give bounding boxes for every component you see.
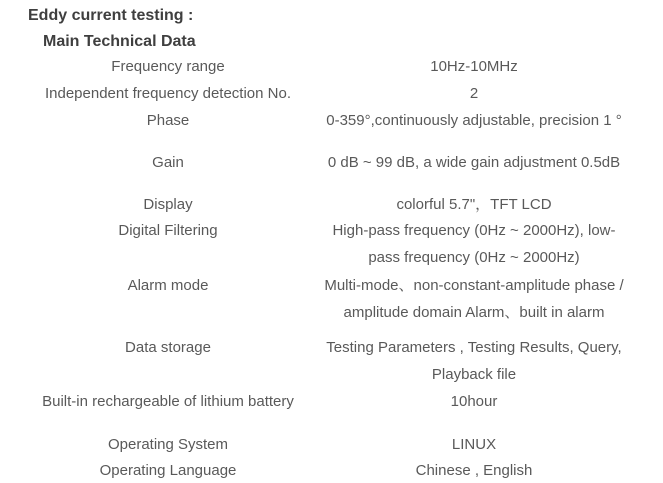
spec-value: High-pass frequency (0Hz ~ 2000Hz), low-pass frequency (0Hz ~ 2000Hz) [332, 222, 616, 266]
spec-row-phase [0, 107, 663, 134]
spec-label: Phase [146, 112, 190, 129]
spec-row-operating-system [0, 431, 663, 458]
section-title: Main Technical Data [43, 33, 196, 50]
spec-row-data-storage [0, 334, 663, 383]
page-title: Eddy current testing : [28, 7, 194, 24]
spec-value: Chinese , English [415, 462, 533, 479]
spec-label: Independent frequency detection No. [44, 85, 291, 102]
spec-row-display [0, 191, 663, 218]
spec-row-battery [0, 388, 663, 415]
spec-value: Multi-mode、non-constant-amplitude phase / amplitude domain Alarm、built in alarm [324, 277, 624, 321]
spec-label: Digital Filtering [118, 222, 218, 239]
spec-row-frequency-range [0, 53, 663, 80]
spec-value: 0-359°,continuously adjustable, precision 1 ° [326, 112, 622, 129]
spec-label: Frequency range [111, 58, 225, 75]
spec-label: Built-in rechargeable of lithium battery [42, 393, 294, 410]
spec-value: 0 dB ~ 99 dB, a wide gain adjustment 0.5dB [327, 154, 621, 171]
spec-row-alarm-mode [0, 272, 663, 321]
spec-value: 2 [469, 85, 479, 102]
spec-row-operating-language [0, 457, 663, 483]
spec-value: 10Hz-10MHz [430, 58, 518, 75]
spec-label: Operating Language [99, 462, 237, 479]
spec-value: colorful 5.7"，TFT LCD [396, 196, 552, 213]
spec-row-gain [0, 149, 663, 176]
spec-label: Display [143, 196, 193, 213]
spec-value: 10hour [450, 393, 498, 410]
spec-label: Operating System [107, 436, 229, 453]
spec-label: Alarm mode [127, 277, 209, 294]
spec-label: Data storage [125, 339, 211, 356]
spec-value: Testing Parameters , Testing Results, Query, Playback file [326, 339, 622, 383]
spec-label: Gain [152, 154, 184, 171]
spec-row-independent-frequency [0, 80, 663, 107]
spec-row-digital-filtering [0, 217, 663, 266]
spec-value: LINUX [451, 436, 497, 453]
